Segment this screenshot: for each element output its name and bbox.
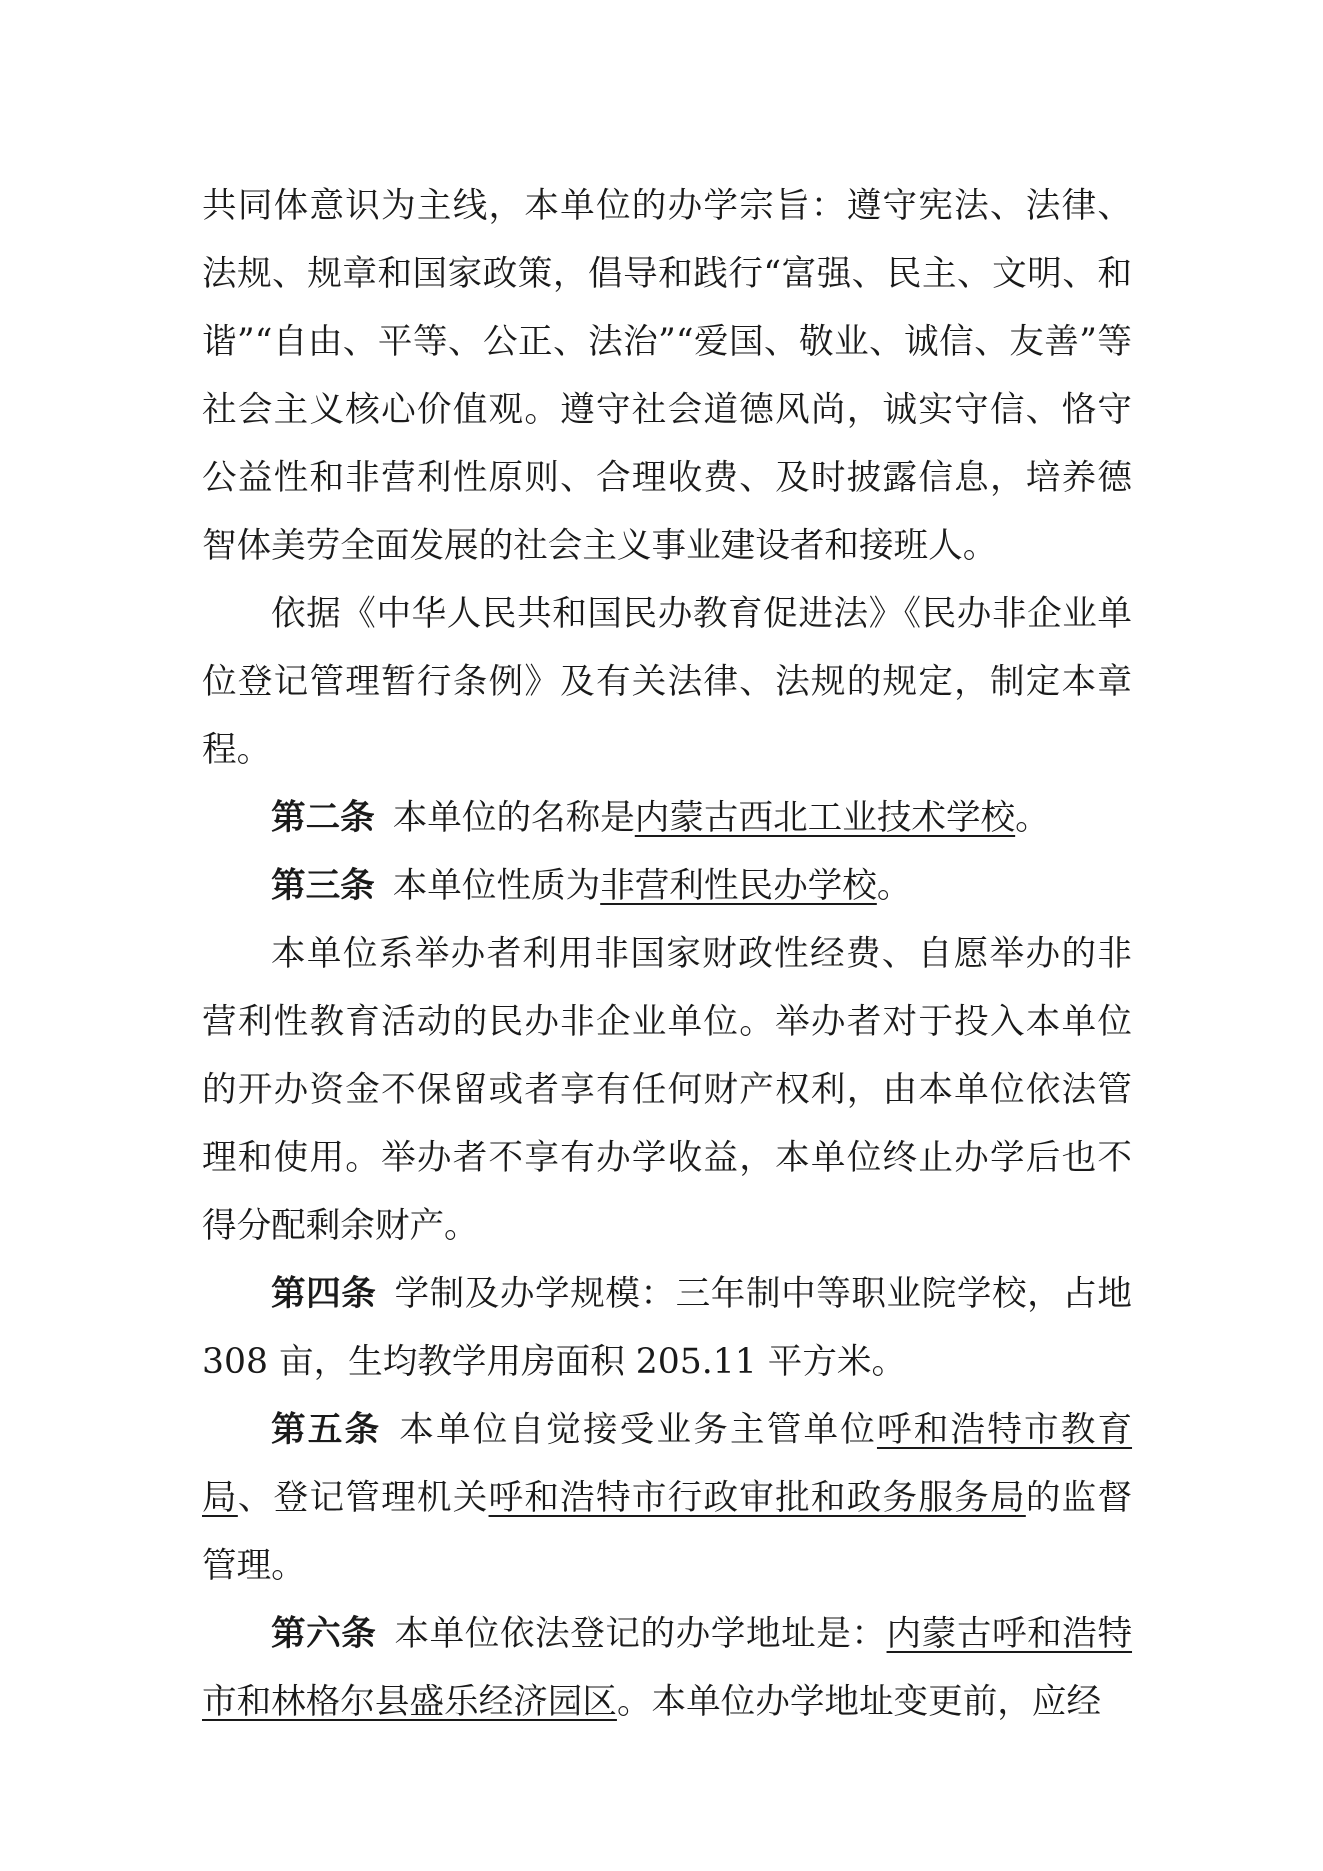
article-2: [202, 784, 1132, 852]
article-text: 学制及办学规模：三年制中等职业院学校，占地 308 亩，生均教学用房面积 205.11 平方米。: [202, 1274, 1133, 1382]
article-label: 第五条: [271, 1410, 382, 1450]
article-text-end: 。: [1015, 798, 1050, 838]
paragraph-nonprofit: [202, 920, 1132, 1260]
article-label: 第四条: [271, 1274, 377, 1314]
article-text-end: 。: [876, 866, 912, 906]
article-text: 本单位依法登记的办学地址是：: [394, 1614, 887, 1654]
article-6: [202, 1600, 1132, 1736]
paragraph-mission: [202, 172, 1132, 580]
school-address: 内蒙古呼和浩特市和林格尔县盛乐经济园区: [202, 1614, 1133, 1722]
supervising-unit: 呼和浩特市教育局: [202, 1410, 1133, 1518]
article-text-end: 的监督管理。: [202, 1478, 1133, 1586]
school-nature: 非营利性民办学校: [600, 866, 877, 906]
paragraph-text: 依据《中华人民共和国民办教育促进法》《民办非企业单位登记管理暂行条例》及有关法律、法规的规定，制定本章程。: [202, 594, 1132, 770]
article-label: 第二条: [271, 798, 375, 838]
article-text: 本单位性质为: [392, 866, 601, 906]
paragraph-text: 共同体意识为主线，本单位的办学宗旨：遵守宪法、法律、法规、规章和国家政策，倡导和践行“富强、民主、文明、和谐”“自由、平等、公正、法治”“爱国、敬业、诚信、友善”等社会主义核心价值观。遵守社会道德风尚，诚实守信、恪守公益性和非营利性原则、合理收费、及时披露信息，培养德智体美劳全面发展的社会主义事业建设者和接班人。: [202, 186, 1132, 566]
article-text-mid: 、登记管理机关: [237, 1478, 489, 1518]
document-body: [202, 172, 1132, 1736]
article-text-end: 。本单位办学地址变更前，应经: [616, 1682, 1102, 1722]
article-label: 第三条: [271, 866, 375, 906]
paragraph-legal-basis: [202, 580, 1132, 784]
article-text: 本单位自觉接受业务主管单位: [399, 1410, 877, 1450]
article-label: 第六条: [271, 1614, 377, 1654]
registration-authority: 呼和浩特市行政审批和政务服务局: [488, 1478, 1026, 1518]
school-name: 内蒙古西北工业技术学校: [634, 798, 1016, 838]
article-3: [202, 852, 1132, 920]
article-4: [202, 1260, 1132, 1396]
paragraph-text: 本单位系举办者利用非国家财政性经费、自愿举办的非营利性教育活动的民办非企业单位。举办者对于投入本单位的开办资金不保留或者享有任何财产权利，由本单位依法管理和使用。举办者不享有办学收益，本单位终止办学后也不得分配剩余财产。: [202, 934, 1132, 1246]
article-text: 本单位的名称是: [392, 798, 635, 838]
article-5: [202, 1396, 1132, 1600]
